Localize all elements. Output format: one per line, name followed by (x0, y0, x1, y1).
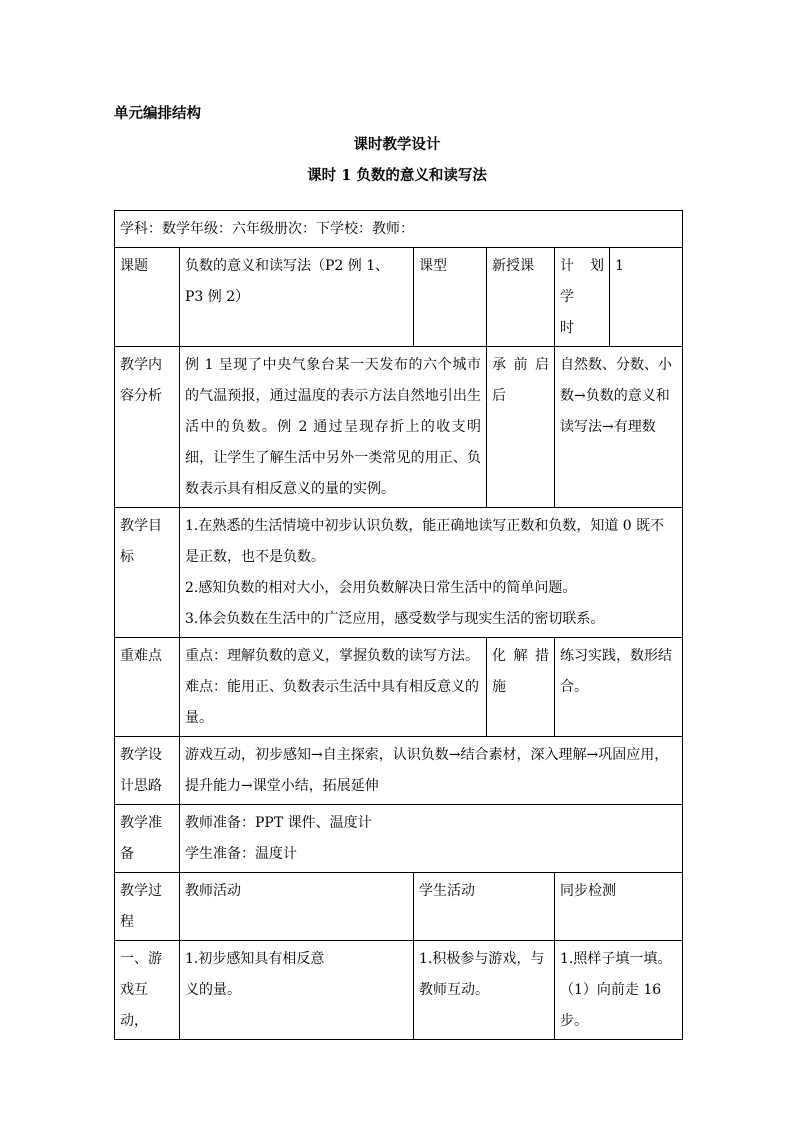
key-points-row (115, 638, 683, 737)
sync-check-cell: 1.照样子填一填。 （1）向前走 16 步。 (555, 941, 683, 1040)
info-row (115, 211, 683, 248)
link-text: 自然数、分数、小数→负数的意义和读写法→有理数 (555, 347, 683, 508)
topic-label: 课题 (115, 248, 180, 347)
objective-item: 2.感知负数的相对大小，会用负数解决日常生活中的简单问题。 (185, 580, 577, 596)
teacher-activity-cell: 1.初步感知具有相反意 义的量。 (180, 941, 414, 1040)
process-header-row (115, 873, 683, 941)
content-analysis-text: 例 1 呈现了中央气象台某一天发布的六个城市的气温预报，通过温度的表示方法自然地引出生活中的负数。例 2 通过呈现存折上的收支明细，让学生了解生活中另外一类常见的用正、负数表示具有相反意义的量的实例。 (180, 347, 487, 508)
planned-hours-label: 计 划 学 时 (555, 248, 610, 347)
design-row (115, 737, 683, 805)
preparation-text: 教师准备：PPT 课件、温度计 学生准备：温度计 (180, 805, 683, 873)
objectives-row (115, 508, 683, 638)
process-row (115, 941, 683, 1040)
teacher-activity-header: 教师活动 (180, 873, 414, 941)
planned-hours-value: 1 (610, 248, 683, 347)
lesson-plan-table (114, 210, 683, 1040)
content-analysis-row (115, 347, 683, 508)
process-label: 教学过 程 (115, 873, 180, 941)
objectives-text (180, 508, 683, 638)
key-points-label: 重难点 (115, 638, 180, 737)
content-analysis-label: 教学内 容分析 (115, 347, 180, 508)
topic-value: 负数的意义和读写法（P2 例 1、 P3 例 2） (180, 248, 414, 347)
objective-item: 3.体会负数在生活中的广泛应用，感受数学与现实生活的密切联系。 (185, 611, 605, 627)
measure-text: 练习实践，数形结合。 (555, 638, 683, 737)
student-activity-cell: 1.积极参与游戏，与 教师互动。 (414, 941, 555, 1040)
design-text: 游戏互动，初步感知→自主探索，认识负数→结合素材，深入理解→巩固应用，提升能力→课堂小结，拓展延伸 (180, 737, 683, 805)
info-cell: 学科：数学年级：六年级册次：下学校：教师： (115, 211, 683, 248)
document-title: 课时教学设计 (353, 136, 441, 153)
student-activity-header: 学生活动 (414, 873, 555, 941)
design-label: 教学设 计思路 (115, 737, 180, 805)
lesson-type-label: 课型 (414, 248, 487, 347)
link-label: 承 前 启 后 (487, 347, 555, 508)
measure-label: 化 解 措 施 (487, 638, 555, 737)
sync-check-header: 同步检测 (555, 873, 683, 941)
preparation-row (115, 805, 683, 873)
lesson-title: 课时 1 负数的意义和读写法 (307, 167, 487, 184)
lesson-type-value: 新授课 (487, 248, 555, 347)
objective-item: 1.在熟悉的生活情境中初步认识负数，能正确地读写正数和负数，知道 0 既不是正数，也不是负数。 (185, 518, 665, 565)
section-heading: 单元编排结构 (114, 105, 201, 122)
key-points-text: 重点：理解负数的意义，掌握负数的读写方法。 难点：能用正、负数表示生活中具有相反意义的量。 (180, 638, 487, 737)
process-stage: 一、游 戏互动， (115, 941, 180, 1040)
preparation-label: 教学准 备 (115, 805, 180, 873)
topic-row (115, 248, 683, 347)
objectives-label: 教学目 标 (115, 508, 180, 638)
